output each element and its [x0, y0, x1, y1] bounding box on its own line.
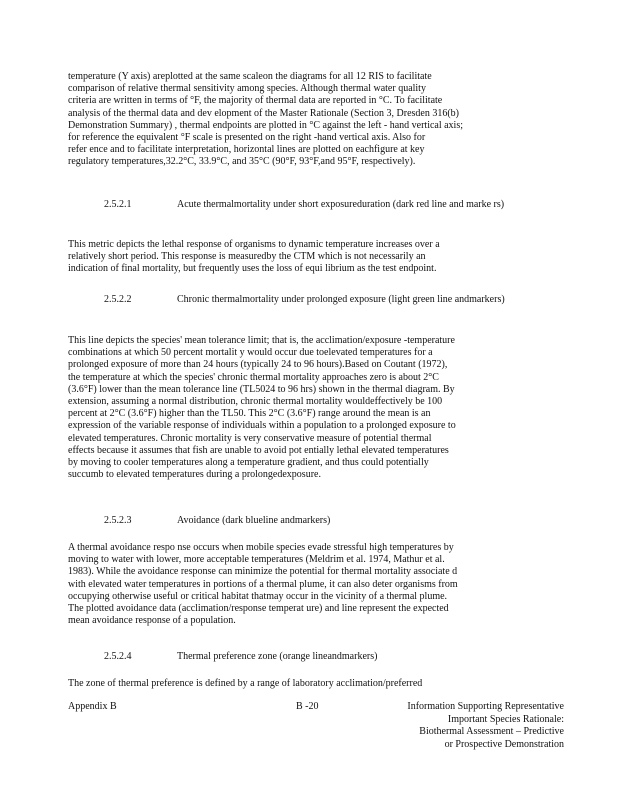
- footer-page-number: B -20: [296, 701, 319, 712]
- footer-title-line: Information Supporting Representative: [407, 701, 564, 712]
- text-line: comparison of relative thermal sensitivity among species. Although thermal water quality: [68, 83, 426, 95]
- text-line: relatively short period. This response is measuredby the CTM which is not necessarily an: [68, 251, 426, 263]
- section-number: 2.5.2.4: [104, 651, 132, 662]
- text-line: effects because it assumes that fish are unable to avoid pot entially lethal elevated temperatures: [68, 444, 449, 456]
- page-footer: [68, 701, 564, 761]
- text-line: mean avoidance response of a population.: [68, 615, 236, 627]
- paragraph-acute-mortality: [68, 239, 538, 276]
- text-line: This metric depicts the lethal response of organisms to dynamic temperature increases over a: [68, 239, 440, 250]
- text-line: refer ence and to facilitate interpretation, horizontal lines are plotted on eachfigure at key: [68, 144, 425, 156]
- text-line: extension, assuming a normal distribution, chronic thermal mortality wouldeffectively be 100: [68, 396, 443, 408]
- text-line: percent at 2°C (3.6°F) higher than the TL50. This 2°C (3.6°F) range around the mean is an: [68, 408, 431, 420]
- section-title: Thermal preference zone (orange lineandmarkers): [177, 651, 378, 662]
- paragraph-axis-scales: [68, 71, 538, 169]
- section-title: Acute thermalmortality under short exposureduration (dark red line and marke rs): [177, 199, 505, 210]
- text-line: for reference the equivalent °F scale is presented on the right -hand vertical axis. Also for: [68, 132, 426, 144]
- text-line: A thermal avoidance respo nse occurs when mobile species evade stressful high temperatures by: [68, 542, 454, 553]
- section-title: Avoidance (dark blueline andmarkers): [177, 515, 331, 526]
- text-line: by moving to cooler temperatures along a temperature gradient, and thus could potentially: [68, 457, 429, 469]
- text-line: combinations at which 50 percent mortalit y would occur due toelevated temperatures for a: [68, 347, 433, 359]
- paragraph-thermal-preference: [68, 678, 538, 690]
- footer-title-line: or Prospective Demonstration: [444, 738, 564, 750]
- text-line: moving to water with lower, more acceptable temperatures (Meldrim et al. 1974, Mathur et al.: [68, 554, 445, 566]
- section-number: 2.5.2.3: [104, 515, 132, 526]
- text-line: elevated temperatures. Chronic mortality is very conservative measure of potential thermal: [68, 432, 432, 444]
- section-title: Chronic thermalmortality under prolonged exposure (light green line andmarkers): [177, 294, 505, 305]
- text-line: the temperature at which the species' chronic thermal mortality approaches zero is about 2°C: [68, 371, 439, 383]
- footer-appendix-label: Appendix B: [68, 701, 117, 712]
- section-number: 2.5.2.2: [104, 294, 132, 305]
- text-line: criteria are written in terms of °F, the majority of thermal data are reported in °C. To facilitate: [68, 95, 443, 107]
- paragraph-avoidance: [68, 542, 538, 627]
- text-line: with elevated water temperatures in portions of a thermal plume, it can also deter organisms from: [68, 578, 458, 590]
- footer-title-line: Biothermal Assessment – Predictive: [419, 726, 564, 737]
- text-line: indication of final mortality, but frequently uses the loss of equi librium as the test endpoint.: [68, 263, 437, 275]
- text-line: prolonged exposure of more than 24 hours (typically 24 to 96 hours).Based on Coutant (1972),: [68, 359, 448, 371]
- text-line: Demonstration Summary) , thermal endpoints are plotted in °C against the left - hand vertical axis;: [68, 119, 464, 131]
- footer-title-line: Important Species Rationale:: [447, 713, 564, 725]
- text-line: regulatory temperatures,32.2°C, 33.9°C, and 35°C (90°F, 93°F,and 95°F, respectively).: [68, 156, 416, 168]
- text-line: temperature (Y axis) areplotted at the same scaleon the diagrams for all 12 RIS to facilitate: [68, 71, 432, 82]
- text-line: succumb to elevated temperatures during a prolongedexposure.: [68, 469, 321, 481]
- text-line: occupying otherwise useful or critical habitat thatmay occur in the vicinity of a thermal plume.: [68, 590, 448, 602]
- text-line: (3.6°F) lower than the mean tolerance line (TL5024 to 96 hrs) shown in the thermal diagram. By: [68, 383, 455, 395]
- paragraph-chronic-mortality: [68, 335, 538, 481]
- text-line: 1983). While the avoidance response can minimize the potential for thermal mortality associate d: [68, 566, 458, 578]
- text-line: The zone of thermal preference is defined by a range of laboratory acclimation/preferred: [68, 678, 423, 689]
- text-line: The plotted avoidance data (acclimation/response temperat ure) and line represent the expected: [68, 603, 449, 615]
- text-line: expression of the variable response of individuals within a population to a prolonged exposure to: [68, 420, 456, 432]
- footer-document-title: [407, 701, 564, 751]
- text-line: This line depicts the species' mean tolerance limit; that is, the acclimation/exposure -temperature: [68, 335, 455, 346]
- section-number: 2.5.2.1: [104, 199, 132, 210]
- text-line: analysis of the thermal data and dev elopment of the Master Rationale (Section 3, Dresden 316(b): [68, 107, 459, 119]
